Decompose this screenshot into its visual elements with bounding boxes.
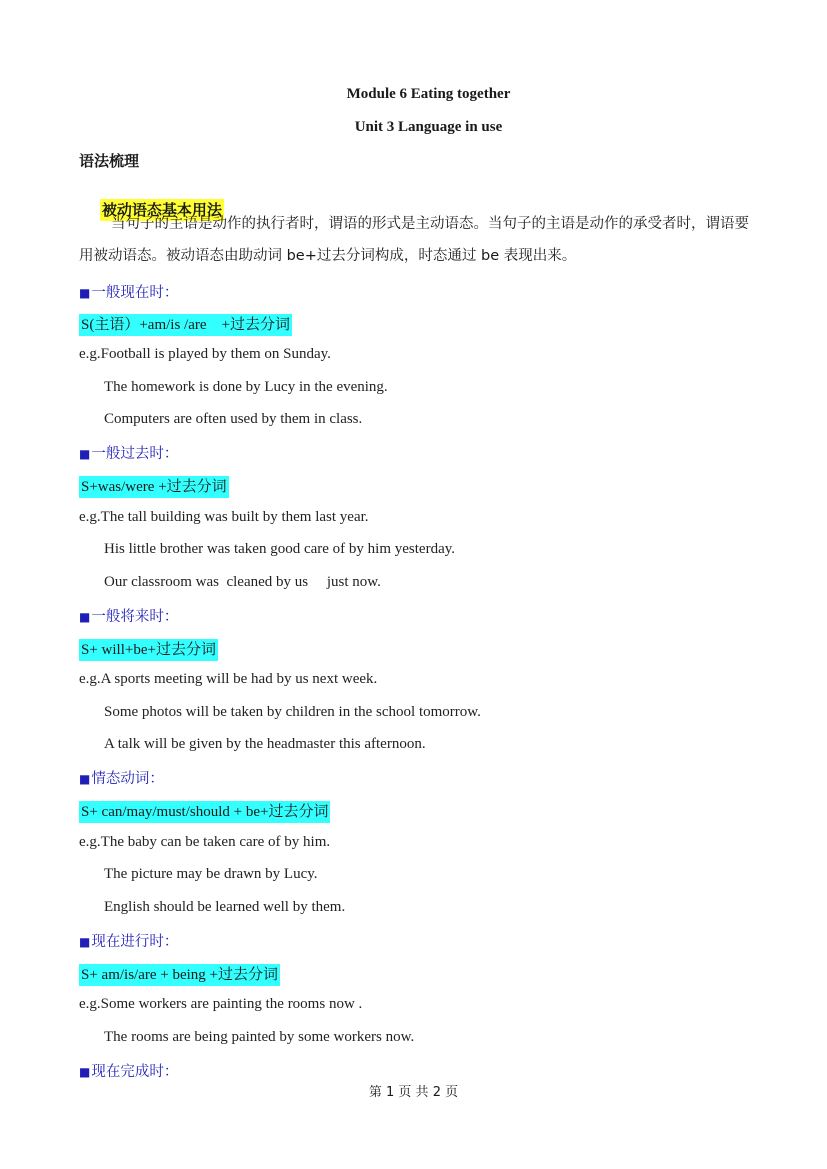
black-square-icon: ■ bbox=[79, 447, 91, 461]
section-label-text: 情态动词： bbox=[91, 771, 164, 787]
section-label-text: 现在完成时： bbox=[91, 1064, 179, 1080]
black-square-icon: ■ bbox=[79, 286, 91, 300]
example-line: Some photos will be taken by children in the school tomorrow. bbox=[104, 704, 481, 720]
example-line: e.g.Football is played by them on Sunday. bbox=[79, 346, 331, 362]
example-line: His little brother was taken good care of by him yesterday. bbox=[104, 541, 456, 557]
example-line: Our classroom was cleaned by us just now. bbox=[104, 574, 381, 590]
example-line: The homework is done by Lucy in the evening. bbox=[104, 379, 388, 395]
formula-modal-verbs bbox=[79, 800, 330, 821]
example-line: A talk will be given by the headmaster this afternoon. bbox=[104, 736, 426, 752]
section-label-future-simple bbox=[79, 605, 178, 626]
unit-title: Unit 3 Language in use bbox=[354, 119, 503, 135]
section-label-modal-verbs bbox=[79, 767, 164, 788]
intro-paragraph: 当句子的主语是动作的执行者时，谓语的形式是主动语态。当句子的主语是动作的承受者时，谓语要用被动语态。被动语态由助动词 be+过去分词构成，时态通过 be 表现出来。 bbox=[79, 216, 749, 264]
formula-text: S+was/were +过去分词 bbox=[79, 476, 229, 498]
section-label-text: 一般现在时： bbox=[91, 285, 179, 301]
black-square-icon: ■ bbox=[79, 935, 91, 949]
section-label-past-simple bbox=[79, 442, 178, 463]
formula-text: S(主语）+am/is /are +过去分词 bbox=[79, 314, 292, 336]
example-line: e.g.The baby can be taken care of by him. bbox=[79, 834, 331, 850]
formula-text: S+ will+be+过去分词 bbox=[79, 639, 218, 661]
page-footer: 第 1 页 共 2 页 bbox=[368, 1085, 459, 1100]
section-label-text: 一般将来时： bbox=[91, 609, 179, 625]
example-line: Computers are often used by them in class. bbox=[104, 411, 363, 427]
black-square-icon: ■ bbox=[79, 610, 91, 624]
section-label-present-continuous bbox=[79, 930, 178, 951]
example-line: e.g.Some workers are painting the rooms now . bbox=[79, 996, 363, 1012]
example-line: e.g.A sports meeting will be had by us next week. bbox=[79, 671, 378, 687]
topic-heading-text: 被动语态基本用法 bbox=[101, 201, 222, 219]
black-square-icon: ■ bbox=[79, 772, 91, 786]
section-label-text: 一般过去时： bbox=[91, 446, 179, 462]
black-square-icon: ■ bbox=[79, 1065, 91, 1079]
example-line: The picture may be drawn by Lucy. bbox=[104, 866, 318, 882]
formula-text: S+ can/may/must/should + be+过去分词 bbox=[79, 801, 330, 823]
section-label-text: 现在进行时： bbox=[91, 934, 179, 950]
formula-past-simple bbox=[79, 475, 229, 496]
formula-present-continuous bbox=[79, 963, 280, 984]
module-title: Module 6 Eating together bbox=[346, 86, 511, 102]
section-label-present-perfect bbox=[79, 1060, 178, 1081]
section-label-present-simple bbox=[79, 281, 178, 302]
formula-future-simple bbox=[79, 638, 218, 659]
formula-text: S+ am/is/are + being +过去分词 bbox=[79, 964, 280, 986]
example-line: e.g.The tall building was built by them last year. bbox=[79, 509, 369, 525]
section-heading: 语法梳理 bbox=[79, 152, 140, 170]
example-line: English should be learned well by them. bbox=[104, 899, 346, 915]
example-line: The rooms are being painted by some workers now. bbox=[104, 1029, 415, 1045]
formula-present-simple bbox=[79, 313, 292, 334]
